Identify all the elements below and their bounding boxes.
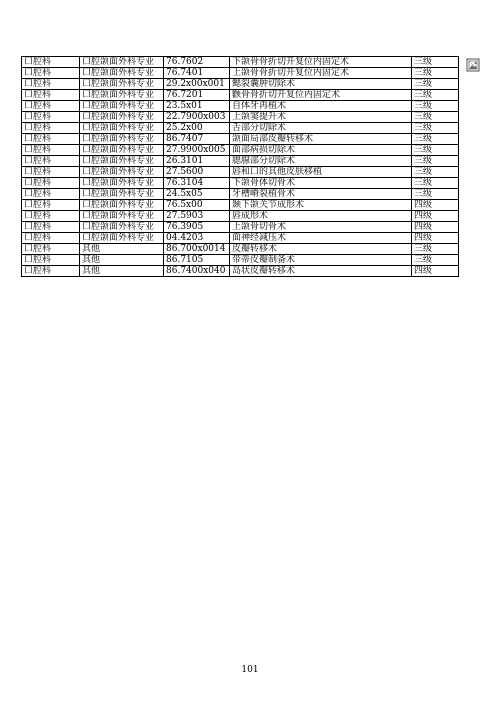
department-cell: 口腔科 xyxy=(22,112,80,123)
specialty-cell: 口腔颌面外科专业 xyxy=(80,156,164,167)
department-cell: 口腔科 xyxy=(22,90,80,101)
grade-cell: 四级 xyxy=(412,222,459,233)
department-cell: 口腔科 xyxy=(22,200,80,211)
table-row xyxy=(22,266,459,277)
specialty-cell: 口腔颌面外科专业 xyxy=(80,112,164,123)
table-row xyxy=(22,189,459,200)
grade-cell: 四级 xyxy=(412,266,459,277)
department-cell: 口腔科 xyxy=(22,145,80,156)
procedure-name-cell: 牙槽嵴裂植骨术 xyxy=(230,189,412,200)
table-row xyxy=(22,244,459,255)
department-cell: 口腔科 xyxy=(22,189,80,200)
procedure-name-cell: 岛状皮瓣转移术 xyxy=(230,266,412,277)
grade-cell: 三级 xyxy=(412,112,459,123)
specialty-cell: 口腔颌面外科专业 xyxy=(80,145,164,156)
department-cell: 口腔科 xyxy=(22,123,80,134)
procedure-code-cell: 29.2x00x001 xyxy=(164,79,230,90)
specialty-cell: 口腔颌面外科专业 xyxy=(80,90,164,101)
table-row xyxy=(22,79,459,90)
procedure-name-cell: 腮腺部分切除术 xyxy=(230,156,412,167)
department-cell: 口腔科 xyxy=(22,255,80,266)
department-cell: 口腔科 xyxy=(22,167,80,178)
specialty-cell: 口腔颌面外科专业 xyxy=(80,57,164,68)
procedure-code-cell: 76.7602 xyxy=(164,57,230,68)
procedure-code-cell: 26.3101 xyxy=(164,156,230,167)
specialty-cell: 口腔颌面外科专业 xyxy=(80,233,164,244)
grade-cell: 三级 xyxy=(412,167,459,178)
procedure-table-body xyxy=(22,57,459,277)
table-row xyxy=(22,90,459,101)
table-row xyxy=(22,134,459,145)
procedure-name-cell: 带蒂皮瓣制备术 xyxy=(230,255,412,266)
specialty-cell: 口腔颌面外科专业 xyxy=(80,167,164,178)
specialty-cell: 口腔颌面外科专业 xyxy=(80,222,164,233)
department-cell: 口腔科 xyxy=(22,266,80,277)
grade-cell: 三级 xyxy=(412,134,459,145)
procedure-code-cell: 86.7105 xyxy=(164,255,230,266)
table-row xyxy=(22,211,459,222)
procedure-name-cell: 颞下颌关节成形术 xyxy=(230,200,412,211)
image-placeholder-icon[interactable] xyxy=(466,58,480,72)
procedure-code-cell: 76.3104 xyxy=(164,178,230,189)
procedure-name-cell: 上颌骨骨折切开复位内固定术 xyxy=(230,68,412,79)
procedure-table xyxy=(21,56,459,277)
grade-cell: 四级 xyxy=(412,200,459,211)
procedure-code-cell: 23.5x01 xyxy=(164,101,230,112)
specialty-cell: 其他 xyxy=(80,244,164,255)
grade-cell: 三级 xyxy=(412,145,459,156)
procedure-name-cell: 颧骨骨折切开复位内固定术 xyxy=(230,90,412,101)
grade-cell: 三级 xyxy=(412,79,459,90)
grade-cell: 四级 xyxy=(412,211,459,222)
procedure-code-cell: 76.5x00 xyxy=(164,200,230,211)
grade-cell: 三级 xyxy=(412,101,459,112)
procedure-code-cell: 86.7400x040 xyxy=(164,266,230,277)
department-cell: 口腔科 xyxy=(22,233,80,244)
grade-cell: 三级 xyxy=(412,123,459,134)
procedure-code-cell: 27.9900x005 xyxy=(164,145,230,156)
table-row xyxy=(22,255,459,266)
table-row xyxy=(22,145,459,156)
procedure-code-cell: 27.5600 xyxy=(164,167,230,178)
department-cell: 口腔科 xyxy=(22,57,80,68)
specialty-cell: 口腔颌面外科专业 xyxy=(80,123,164,134)
procedure-code-cell: 22.7900x003 xyxy=(164,112,230,123)
grade-cell: 三级 xyxy=(412,68,459,79)
procedure-name-cell: 自体牙再植术 xyxy=(230,101,412,112)
procedure-name-cell: 上颌骨切骨术 xyxy=(230,222,412,233)
table-row xyxy=(22,233,459,244)
procedure-code-cell: 24.5x05 xyxy=(164,189,230,200)
department-cell: 口腔科 xyxy=(22,178,80,189)
grade-cell: 三级 xyxy=(412,57,459,68)
procedure-name-cell: 唇和口的其他皮肤移植 xyxy=(230,167,412,178)
specialty-cell: 口腔颌面外科专业 xyxy=(80,189,164,200)
specialty-cell: 口腔颌面外科专业 xyxy=(80,178,164,189)
table-row xyxy=(22,167,459,178)
procedure-code-cell: 25.2x00 xyxy=(164,123,230,134)
table-row xyxy=(22,200,459,211)
procedure-name-cell: 下颌骨体切骨术 xyxy=(230,178,412,189)
procedure-name-cell: 鳃裂囊肿切除术 xyxy=(230,79,412,90)
grade-cell: 三级 xyxy=(412,189,459,200)
grade-cell: 三级 xyxy=(412,244,459,255)
department-cell: 口腔科 xyxy=(22,222,80,233)
procedure-name-cell: 舌部分切除术 xyxy=(230,123,412,134)
procedure-code-cell: 76.3905 xyxy=(164,222,230,233)
procedure-name-cell: 面部病损切除术 xyxy=(230,145,412,156)
procedure-name-cell: 上颌窦提升术 xyxy=(230,112,412,123)
specialty-cell: 口腔颌面外科专业 xyxy=(80,101,164,112)
procedure-name-cell: 颌面局部皮瓣转移术 xyxy=(230,134,412,145)
page-number: 101 xyxy=(241,665,259,675)
table-row xyxy=(22,123,459,134)
procedure-code-cell: 27.5903 xyxy=(164,211,230,222)
procedure-name-cell: 下颌骨骨折切开复位内固定术 xyxy=(230,57,412,68)
table-row xyxy=(22,112,459,123)
procedure-code-cell: 04.4203 xyxy=(164,233,230,244)
table-row xyxy=(22,57,459,68)
department-cell: 口腔科 xyxy=(22,101,80,112)
department-cell: 口腔科 xyxy=(22,244,80,255)
department-cell: 口腔科 xyxy=(22,156,80,167)
table-row xyxy=(22,178,459,189)
specialty-cell: 口腔颌面外科专业 xyxy=(80,134,164,145)
specialty-cell: 其他 xyxy=(80,266,164,277)
table-row xyxy=(22,68,459,79)
grade-cell: 三级 xyxy=(412,156,459,167)
procedure-name-cell: 皮瓣转移术 xyxy=(230,244,412,255)
procedure-code-cell: 76.7401 xyxy=(164,68,230,79)
procedure-code-cell: 76.7201 xyxy=(164,90,230,101)
grade-cell: 三级 xyxy=(412,90,459,101)
table-row xyxy=(22,101,459,112)
grade-cell: 四级 xyxy=(412,233,459,244)
procedure-name-cell: 唇成形术 xyxy=(230,211,412,222)
specialty-cell: 口腔颌面外科专业 xyxy=(80,68,164,79)
procedure-code-cell: 86.7407 xyxy=(164,134,230,145)
department-cell: 口腔科 xyxy=(22,79,80,90)
grade-cell: 三级 xyxy=(412,255,459,266)
table-row xyxy=(22,156,459,167)
table-row xyxy=(22,222,459,233)
department-cell: 口腔科 xyxy=(22,68,80,79)
specialty-cell: 其他 xyxy=(80,255,164,266)
department-cell: 口腔科 xyxy=(22,211,80,222)
grade-cell: 三级 xyxy=(412,178,459,189)
procedure-name-cell: 面神经减压术 xyxy=(230,233,412,244)
specialty-cell: 口腔颌面外科专业 xyxy=(80,79,164,90)
specialty-cell: 口腔颌面外科专业 xyxy=(80,211,164,222)
specialty-cell: 口腔颌面外科专业 xyxy=(80,200,164,211)
procedure-code-cell: 86.700x0014 xyxy=(164,244,230,255)
department-cell: 口腔科 xyxy=(22,134,80,145)
